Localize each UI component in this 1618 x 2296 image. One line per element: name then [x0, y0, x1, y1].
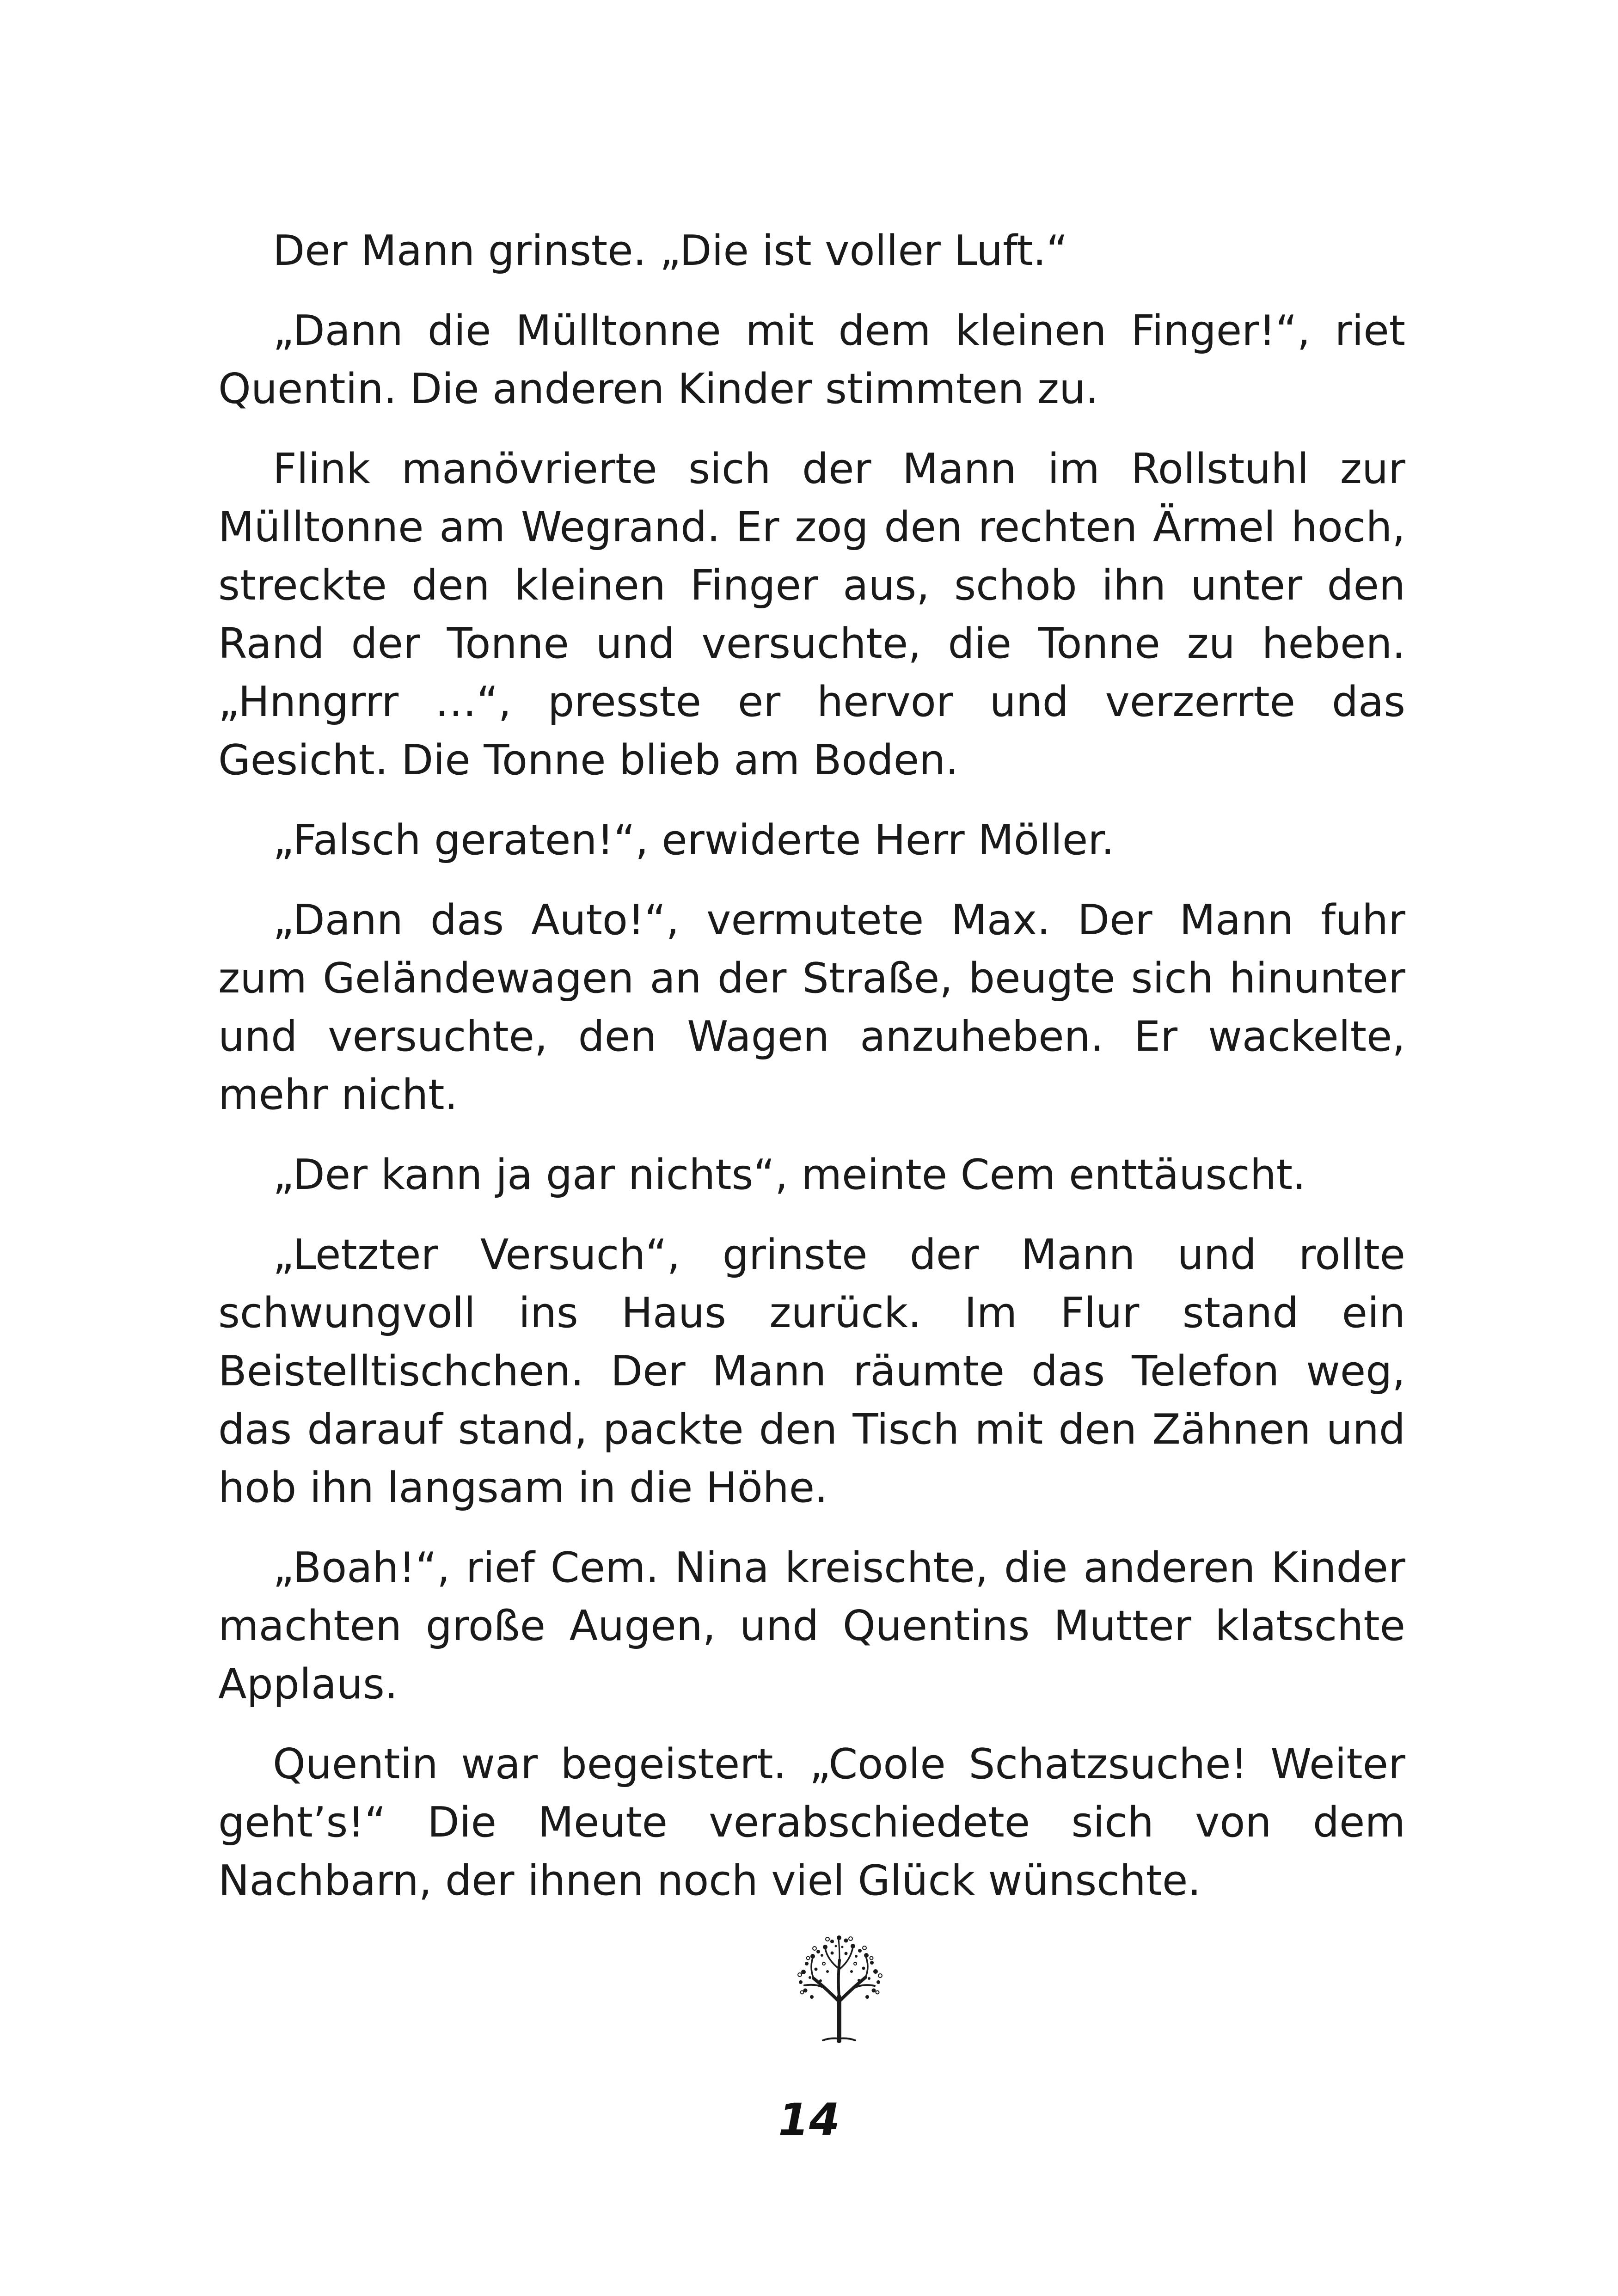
page-number: 14 [778, 2094, 840, 2146]
paragraph: „Dann die Mülltonne mit dem kleinen Finger!“, riet Quentin. Die anderen Kinder stimmten zu. [218, 306, 1405, 413]
paragraph: „Falsch geraten!“, erwiderte Herr Möller. [273, 816, 1115, 864]
paragraph: Der Mann grinste. „Die ist voller Luft.“ [273, 227, 1068, 275]
paragraph: Flink manövrierte sich der Mann im Rollstuhl zur Mülltonne am Wegrand. Er zog den rechten Ärmel hoch, streckte den kleinen Finger aus, schob ihn unter den Rand der Tonne und versuchte, die Tonne zu heben. „Hnngrrr …“, presste er hervor und verzerrte das Gesicht. Die Tonne blieb am Boden. [218, 445, 1405, 784]
paragraph: Quentin war begeistert. „Coole Schatzsuche! Weiter geht’s!“ Die Meute verabschiedete sich von dem Nachbarn, der ihnen noch viel Glück wünschte. [218, 1740, 1405, 1905]
paragraph: „Boah!“, rief Cem. Nina kreischte, die anderen Kinder machten große Augen, und Quentins Mutter klatschte Applaus. [218, 1543, 1405, 1708]
paragraph: „Letzter Versuch“, grinste der Mann und rollte schwungvoll ins Haus zurück. Im Flur stand ein Beistelltischchen. Der Mann räumte das Telefon weg, das darauf stand, packte den Tisch mit den Zähnen und hob ihn langsam in die Höhe. [218, 1231, 1405, 1512]
tree-icon [781, 1928, 897, 2043]
paragraph: „Der kann ja gar nichts“, meinte Cem enttäuscht. [273, 1151, 1306, 1199]
paragraph: „Dann das Auto!“, vermutete Max. Der Mann fuhr zum Geländewagen an der Straße, beugte sich hinunter und versuchte, den Wagen anzuheben. Er wackelte, mehr nicht. [218, 896, 1405, 1119]
body-text [218, 222, 1405, 1932]
